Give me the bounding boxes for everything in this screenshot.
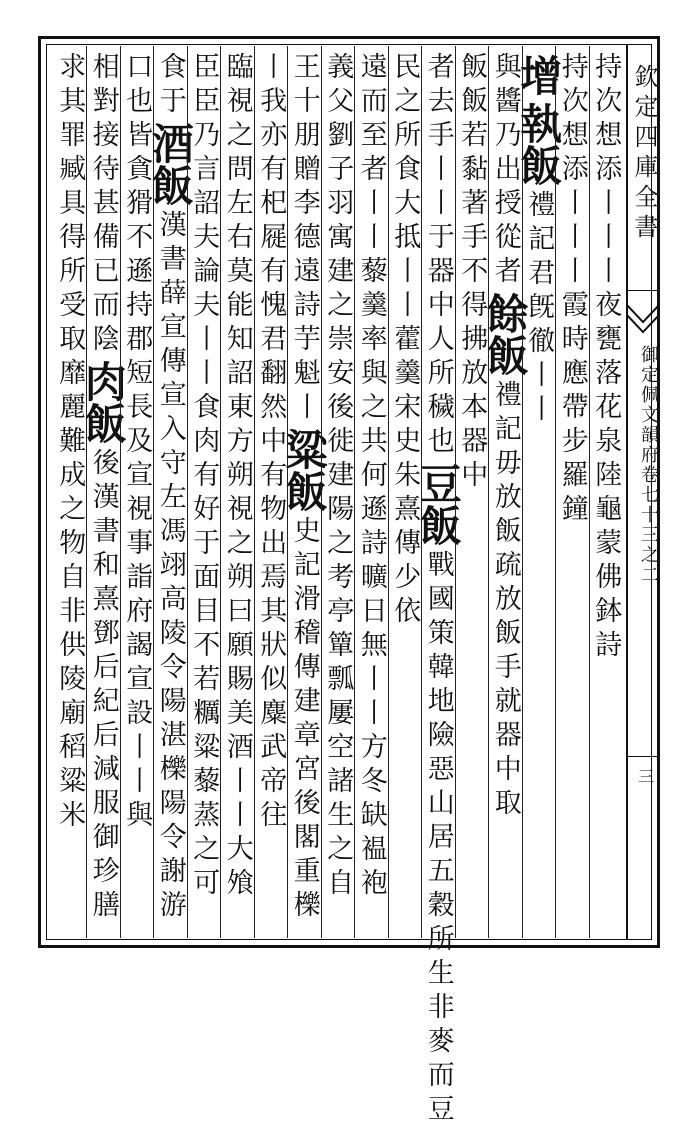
column-text: 持次想添丨丨丨	[556, 52, 588, 290]
text-column	[279, 52, 329, 932]
entry-heading: 肉飯	[78, 360, 128, 444]
column-text: 食于	[154, 52, 186, 120]
column-text: 王十朋贈李德遠詩芋魁丨	[288, 52, 320, 426]
entry-heading: 酒飯	[145, 122, 195, 206]
column-rule	[421, 46, 422, 938]
column-text: 者去手丨丨于器中人所穢也	[422, 52, 454, 460]
text-column	[145, 52, 195, 932]
column-rule	[555, 46, 556, 938]
column-text: 後漢書和熹鄧后紀后減服御珍膳	[87, 448, 119, 924]
column-text: 中有物出焉其狀似麋武帝往	[255, 426, 287, 834]
text-column	[514, 52, 564, 932]
entry-heading: 豆飯	[413, 462, 463, 546]
column-rule	[120, 46, 121, 938]
column-rule	[287, 46, 288, 938]
column-rule	[488, 46, 489, 938]
text-column	[354, 52, 388, 932]
entry-heading: 餘飯	[480, 292, 530, 376]
margin-rule-top	[626, 290, 660, 291]
entry-heading: 粱飯	[279, 428, 329, 512]
text-column	[78, 52, 128, 932]
column-text: 霞時應帶步羅鐘	[556, 290, 588, 528]
margin-volume-title: 御定佩文韻府卷七十三之二	[638, 345, 659, 585]
column-text: 臨視之問左右莫能知詔東方朔視之朔曰願賜美酒丨丨大飧	[221, 52, 253, 902]
column-text: 與醬乃出授從者	[489, 52, 521, 290]
column-text: 靡麗難成之物自非供陵廟稻粱米	[54, 358, 86, 834]
entry-heading: 執飯	[514, 102, 564, 186]
text-column	[220, 52, 254, 932]
column-text: 禮記毋放飯疏放飯手就器中取	[489, 380, 521, 822]
column-rule	[321, 46, 322, 938]
entry-heading: 增	[514, 54, 564, 96]
column-text: 口也	[121, 52, 153, 120]
column-text: 丨我亦有𣏌屣有愧君翻然	[255, 52, 287, 426]
column-text: 臣臣乃言詔夫論夫丨丨食肉有好于面目不若糲粱藜蒸之可	[188, 52, 220, 902]
column-rule	[455, 46, 456, 938]
column-text: 禮記君旣徹丨丨	[523, 190, 555, 428]
column-text: 戰國策韓地險惡山居五穀所生非麥而豆	[422, 550, 454, 1128]
margin-rule-bottom	[626, 756, 660, 757]
column-rule	[589, 46, 590, 938]
text-column	[53, 52, 87, 932]
column-text: 民之所食大抵丨丨藿羹宋史朱熹傳少依	[389, 52, 421, 630]
column-text: 求其罪臧具得所受取	[54, 52, 86, 358]
column-rule	[522, 46, 523, 938]
column-text: 漢書薛宣傳宣入守左馮翊高陵令陽湛櫟陽令謝游	[154, 210, 186, 924]
text-column	[413, 52, 463, 1128]
column-rule	[86, 46, 87, 938]
column-rule	[153, 46, 154, 938]
column-text: 義父劉子羽寓建之崇安後徙建陽之考亭簞瓢屢空諸生之自	[322, 52, 354, 902]
column-rule	[388, 46, 389, 938]
column-text: 遠而至者丨丨藜羹率與之共何遜詩曠日無丨丨方冬缺褞袍	[355, 52, 387, 902]
column-text: 相對接待甚備已而陰	[87, 52, 119, 358]
column-rule	[187, 46, 188, 938]
fish-tail-ornament	[626, 300, 660, 336]
column-rule	[220, 46, 221, 938]
text-column	[480, 52, 530, 932]
text-column	[254, 52, 288, 932]
column-rule	[354, 46, 355, 938]
column-text: 皆貪猾不遜持郡短長及宣視事詣府謁宣設丨丨與	[121, 120, 153, 834]
text-column	[388, 52, 422, 932]
margin-book-title: 欽定四庫全書	[630, 64, 658, 244]
margin-page-number: 三	[637, 767, 654, 786]
column-rule	[254, 46, 255, 938]
text-column	[120, 52, 154, 932]
column-text: 持次想添丨丨丨夜甕落花泉陸龜蒙佛鉢詩	[590, 52, 622, 664]
text-column	[589, 52, 623, 932]
column-text: 飯飯若黏著手不得拂放本器中	[456, 52, 488, 494]
column-text: 史記滑稽傳建章宮後閣重櫟	[288, 516, 320, 924]
